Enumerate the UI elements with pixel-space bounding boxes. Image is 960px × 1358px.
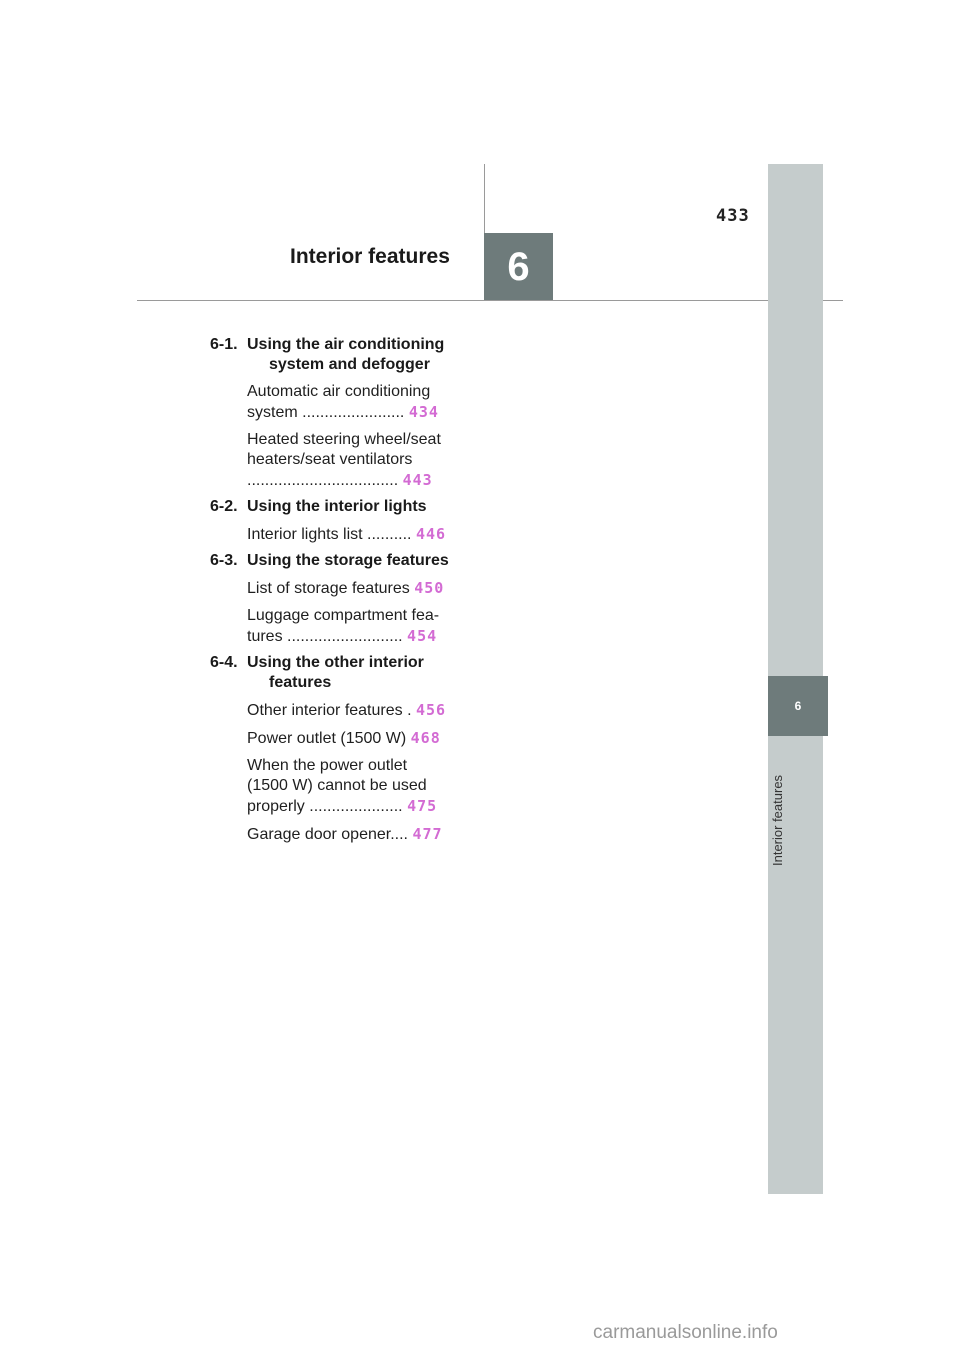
watermark: carmanualsonline.info <box>593 1322 778 1343</box>
toc-page-link[interactable]: 456 <box>415 701 447 719</box>
toc-entry-text: Luggage compartment fea- <box>247 607 440 624</box>
toc-entry-text: properly ..................... 475 <box>247 797 438 815</box>
toc-section-title: Using the air conditioning system and defogger <box>247 336 445 373</box>
toc-page-link[interactable]: 454 <box>407 627 438 645</box>
toc-page-link[interactable]: 443 <box>402 471 433 489</box>
toc-section-heading[interactable] <box>210 551 470 571</box>
toc-entry[interactable] <box>247 606 470 647</box>
toc-entry[interactable] <box>247 700 470 721</box>
toc-section-heading[interactable] <box>210 653 470 693</box>
toc-entry[interactable] <box>247 578 470 599</box>
toc-section-number: 6-4. <box>210 654 238 671</box>
toc-section-heading[interactable] <box>210 497 470 517</box>
toc-section-number: 6-1. <box>210 336 238 353</box>
toc-entry-text: Other interior features . 456 <box>247 701 447 719</box>
toc-entry-text: Automatic air conditioning <box>247 383 431 400</box>
toc-entry[interactable] <box>247 824 470 845</box>
header-divider-horizontal <box>137 300 843 301</box>
toc-entry-text: (1500 W) cannot be used <box>247 777 427 794</box>
toc-entry-text: heaters/seat ventilators <box>247 451 413 468</box>
toc-page-link[interactable]: 468 <box>410 729 441 747</box>
toc-section-title: Using the storage features <box>247 552 449 569</box>
chapter-title: Interior features <box>290 245 450 268</box>
toc-entry[interactable] <box>247 756 470 817</box>
toc-page-link[interactable]: 446 <box>415 525 447 543</box>
toc-section-title: Using the interior lights <box>247 498 427 515</box>
toc-entry-text: When the power outlet <box>247 757 408 774</box>
toc-page-link[interactable]: 475 <box>407 797 438 815</box>
toc-entry[interactable] <box>247 430 470 491</box>
toc-page-link[interactable]: 477 <box>412 825 443 843</box>
toc-entry[interactable] <box>247 524 470 545</box>
toc-entry-text: Heated steering wheel/seat <box>247 431 441 448</box>
header-divider-vertical <box>484 164 485 234</box>
side-chapter-tab[interactable]: 6 <box>768 676 828 736</box>
toc-section <box>210 653 470 845</box>
toc-entry-text: Garage door opener.... 477 <box>247 825 443 843</box>
toc-section-number: 6-2. <box>210 498 238 515</box>
toc-entry-text: .................................. 443 <box>247 471 433 489</box>
toc-section <box>210 551 470 647</box>
toc-entry-text: Power outlet (1500 W) 468 <box>247 729 441 747</box>
toc-section <box>210 335 470 491</box>
page-number: 433 <box>716 206 750 226</box>
toc-entry-text: List of storage features 450 <box>247 579 445 597</box>
toc-entry-text: Interior lights list .......... 446 <box>247 525 447 543</box>
toc-section <box>210 497 470 545</box>
toc-section-heading[interactable] <box>210 335 470 375</box>
toc-entry-text: tures .......................... 454 <box>247 627 438 645</box>
toc-page-link[interactable]: 450 <box>414 579 445 597</box>
toc-entry[interactable] <box>247 728 470 749</box>
toc-section-number: 6-3. <box>210 552 238 569</box>
toc-entry-text: system ....................... 434 <box>247 403 439 421</box>
table-of-contents <box>210 335 470 851</box>
toc-section-title: Using the other interior features <box>247 654 424 691</box>
toc-entry[interactable] <box>247 382 470 423</box>
chapter-number-badge: 6 <box>484 233 553 301</box>
toc-page-link[interactable]: 434 <box>408 403 439 421</box>
side-chapter-label: Interior features <box>770 774 785 866</box>
